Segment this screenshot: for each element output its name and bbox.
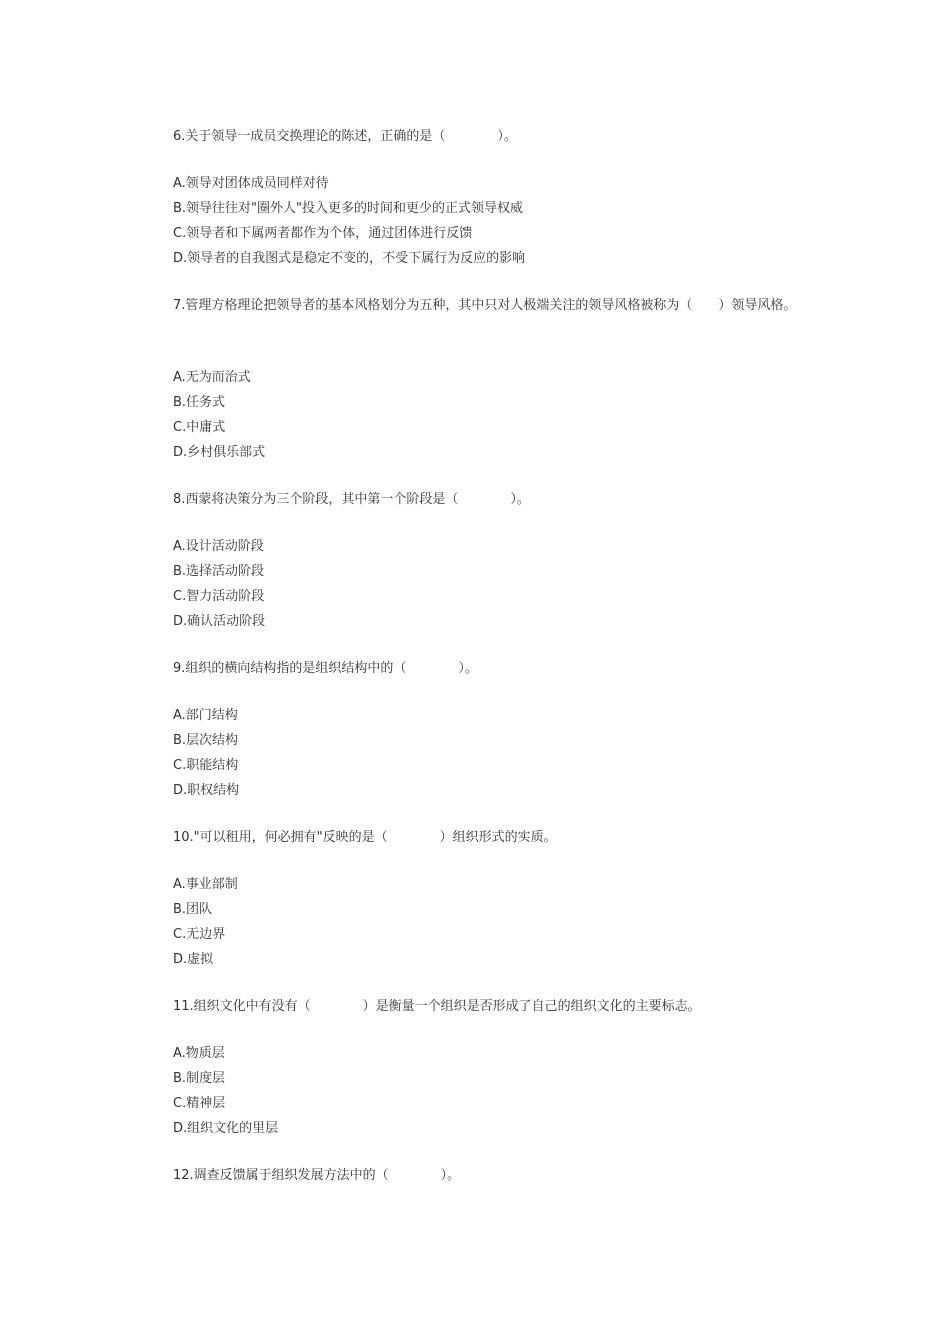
option-d: D.领导者的自我图式是稳定不变的，不受下属行为反应的影响 bbox=[173, 251, 526, 266]
option-d: D.确认活动阶段 bbox=[173, 614, 266, 629]
option-a: A.事业部制 bbox=[173, 877, 238, 892]
option-d: D.虚拟 bbox=[173, 952, 214, 967]
option-a: A.物质层 bbox=[173, 1046, 225, 1061]
option-list bbox=[173, 365, 265, 465]
option-c: C.中庸式 bbox=[173, 420, 226, 435]
option-list bbox=[173, 171, 525, 271]
option-list bbox=[173, 703, 239, 803]
option-c: C.职能结构 bbox=[173, 758, 239, 773]
option-a: A.部门结构 bbox=[173, 708, 238, 723]
option-c: C.无边界 bbox=[173, 927, 226, 942]
option-c: C.领导者和下属两者都作为个体，通过团体进行反馈 bbox=[173, 226, 473, 241]
option-list bbox=[173, 1041, 278, 1141]
option-d: D.组织文化的里层 bbox=[173, 1121, 279, 1136]
question-stem: 7.管理方格理论把领导者的基本风格划分为五种，其中只对人极端关注的领导风格被称为（ ）领导风格。 bbox=[173, 298, 797, 313]
option-list bbox=[173, 534, 265, 634]
question-stem: 6.关于领导一成员交换理论的陈述，正确的是（ ）。 bbox=[173, 129, 517, 144]
option-d: D.乡村俱乐部式 bbox=[173, 445, 266, 460]
option-list bbox=[173, 872, 238, 972]
option-b: B.制度层 bbox=[173, 1071, 226, 1086]
question-stem: 11.组织文化中有没有（ ）是衡量一个组织是否形成了自己的组织文化的主要标志。 bbox=[173, 999, 701, 1014]
option-b: B.任务式 bbox=[173, 395, 226, 410]
option-d: D.职权结构 bbox=[173, 783, 240, 798]
question-stem: 12.调查反馈属于组织发展方法中的（ ）。 bbox=[173, 1168, 461, 1183]
option-b: B.领导往往对"圈外人"投入更多的时间和更少的正式领导权威 bbox=[173, 201, 524, 216]
option-b: B.层次结构 bbox=[173, 733, 239, 748]
question-stem: 10."可以租用，何必拥有"反映的是（ ）组织形式的实质。 bbox=[173, 830, 557, 845]
option-c: C.精神层 bbox=[173, 1096, 226, 1111]
question-stem: 8.西蒙将决策分为三个阶段，其中第一个阶段是（ ）。 bbox=[173, 492, 530, 507]
option-a: A.无为而治式 bbox=[173, 370, 251, 385]
question-stem: 9.组织的横向结构指的是组织结构中的（ ）。 bbox=[173, 661, 478, 676]
option-a: A.领导对团体成员同样对待 bbox=[173, 176, 329, 191]
option-b: B.团队 bbox=[173, 902, 213, 917]
option-b: B.选择活动阶段 bbox=[173, 564, 265, 579]
option-c: C.智力活动阶段 bbox=[173, 589, 265, 604]
option-a: A.设计活动阶段 bbox=[173, 539, 264, 554]
